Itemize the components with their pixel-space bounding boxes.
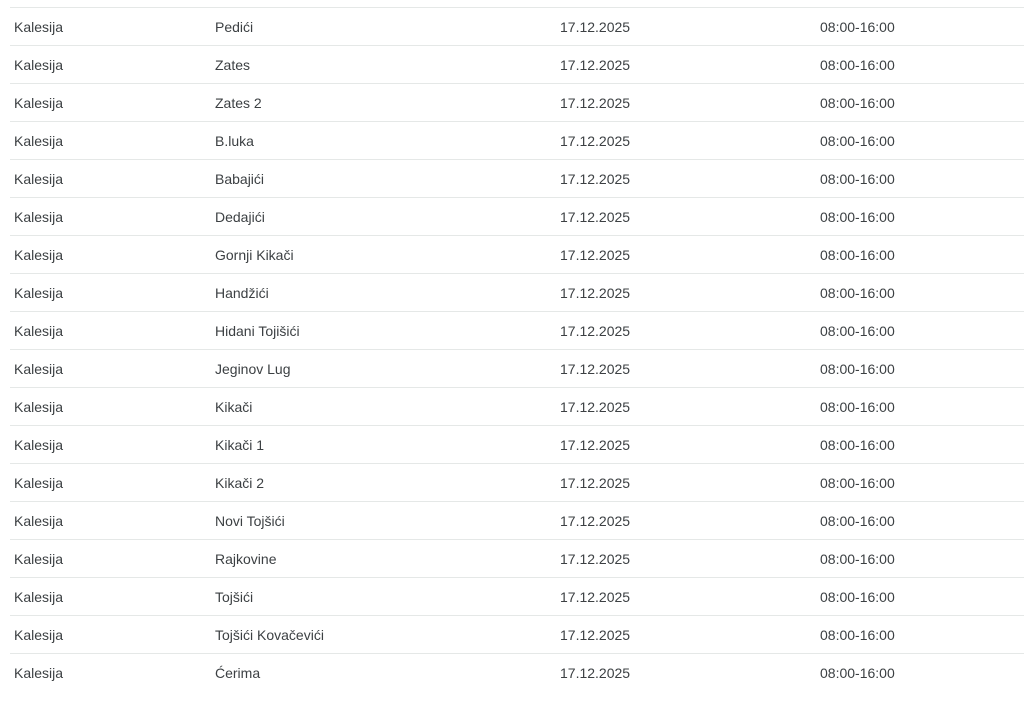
table-row <box>10 7 1024 45</box>
cell-date: 17.12.2025 <box>560 170 631 187</box>
cell-place: Babajići <box>215 170 265 187</box>
cell-time: 08:00-16:00 <box>820 170 895 187</box>
cell-date: 17.12.2025 <box>560 474 631 491</box>
table-row <box>10 425 1024 463</box>
cell-municipality: Kalesija <box>14 94 64 111</box>
cell-date: 17.12.2025 <box>560 360 631 377</box>
cell-time: 08:00-16:00 <box>820 94 895 111</box>
table-row <box>10 121 1024 159</box>
cell-place: Handžići <box>215 284 269 301</box>
cell-time: 08:00-16:00 <box>820 512 895 529</box>
cell-place: B.luka <box>215 132 254 149</box>
cell-date: 17.12.2025 <box>560 284 631 301</box>
cell-date: 17.12.2025 <box>560 588 631 605</box>
cell-date: 17.12.2025 <box>560 246 631 263</box>
cell-municipality: Kalesija <box>14 208 64 225</box>
table-row <box>10 83 1024 121</box>
cell-time: 08:00-16:00 <box>820 56 895 73</box>
cell-place: Jeginov Lug <box>215 360 291 377</box>
cell-place: Hidani Tojišići <box>215 322 300 339</box>
cell-place: Gornji Kikači <box>215 246 294 263</box>
cell-date: 17.12.2025 <box>560 398 631 415</box>
cell-municipality: Kalesija <box>14 170 64 187</box>
cell-municipality: Kalesija <box>14 246 64 263</box>
cell-place: Rajkovine <box>215 550 277 567</box>
cell-place: Kikači <box>215 398 253 415</box>
table-row <box>10 463 1024 501</box>
cell-municipality: Kalesija <box>14 398 64 415</box>
cell-date: 17.12.2025 <box>560 56 631 73</box>
cell-time: 08:00-16:00 <box>820 360 895 377</box>
cell-municipality: Kalesija <box>14 360 64 377</box>
cell-municipality: Kalesija <box>14 512 64 529</box>
cell-time: 08:00-16:00 <box>820 550 895 567</box>
cell-place: Kikači 2 <box>215 474 265 491</box>
cell-time: 08:00-16:00 <box>820 322 895 339</box>
cell-time: 08:00-16:00 <box>820 246 895 263</box>
table-row <box>10 349 1024 387</box>
cell-municipality: Kalesija <box>14 588 64 605</box>
cell-municipality: Kalesija <box>14 474 64 491</box>
cell-time: 08:00-16:00 <box>820 132 895 149</box>
cell-municipality: Kalesija <box>14 56 64 73</box>
table-row <box>10 235 1024 273</box>
cell-date: 17.12.2025 <box>560 208 631 225</box>
cell-time: 08:00-16:00 <box>820 588 895 605</box>
cell-place: Tojšići <box>215 588 254 605</box>
cell-date: 17.12.2025 <box>560 664 631 681</box>
table-row <box>10 653 1024 691</box>
cell-time: 08:00-16:00 <box>820 626 895 643</box>
cell-municipality: Kalesija <box>14 550 64 567</box>
table-row <box>10 159 1024 197</box>
cell-municipality: Kalesija <box>14 664 64 681</box>
cell-place: Tojšići Kovačevići <box>215 626 324 643</box>
cell-date: 17.12.2025 <box>560 322 631 339</box>
cell-place: Novi Tojšići <box>215 512 285 529</box>
table-row <box>10 501 1024 539</box>
cell-date: 17.12.2025 <box>560 512 631 529</box>
table-row <box>10 577 1024 615</box>
cell-date: 17.12.2025 <box>560 550 631 567</box>
outage-schedule-table <box>0 7 1024 691</box>
table-row <box>10 387 1024 425</box>
table-row <box>10 273 1024 311</box>
cell-date: 17.12.2025 <box>560 18 631 35</box>
cell-municipality: Kalesija <box>14 436 64 453</box>
cell-time: 08:00-16:00 <box>820 436 895 453</box>
cell-place: Zates <box>215 56 251 73</box>
cell-municipality: Kalesija <box>14 626 64 643</box>
cell-date: 17.12.2025 <box>560 94 631 111</box>
cell-place: Dedajići <box>215 208 265 225</box>
cell-date: 17.12.2025 <box>560 132 631 149</box>
cell-municipality: Kalesija <box>14 322 64 339</box>
cell-time: 08:00-16:00 <box>820 474 895 491</box>
cell-time: 08:00-16:00 <box>820 664 895 681</box>
table-row <box>10 311 1024 349</box>
cell-date: 17.12.2025 <box>560 436 631 453</box>
table-row <box>10 45 1024 83</box>
table-row <box>10 197 1024 235</box>
cell-place: Zates 2 <box>215 94 262 111</box>
cell-time: 08:00-16:00 <box>820 284 895 301</box>
cell-time: 08:00-16:00 <box>820 18 895 35</box>
cell-place: Kikači 1 <box>215 436 265 453</box>
cell-municipality: Kalesija <box>14 132 64 149</box>
cell-time: 08:00-16:00 <box>820 398 895 415</box>
table-row <box>10 539 1024 577</box>
cell-date: 17.12.2025 <box>560 626 631 643</box>
cell-time: 08:00-16:00 <box>820 208 895 225</box>
cell-municipality: Kalesija <box>14 18 64 35</box>
cell-place: Pedići <box>215 18 254 35</box>
cell-municipality: Kalesija <box>14 284 64 301</box>
table-row <box>10 615 1024 653</box>
cell-place: Ćerima <box>215 664 261 681</box>
